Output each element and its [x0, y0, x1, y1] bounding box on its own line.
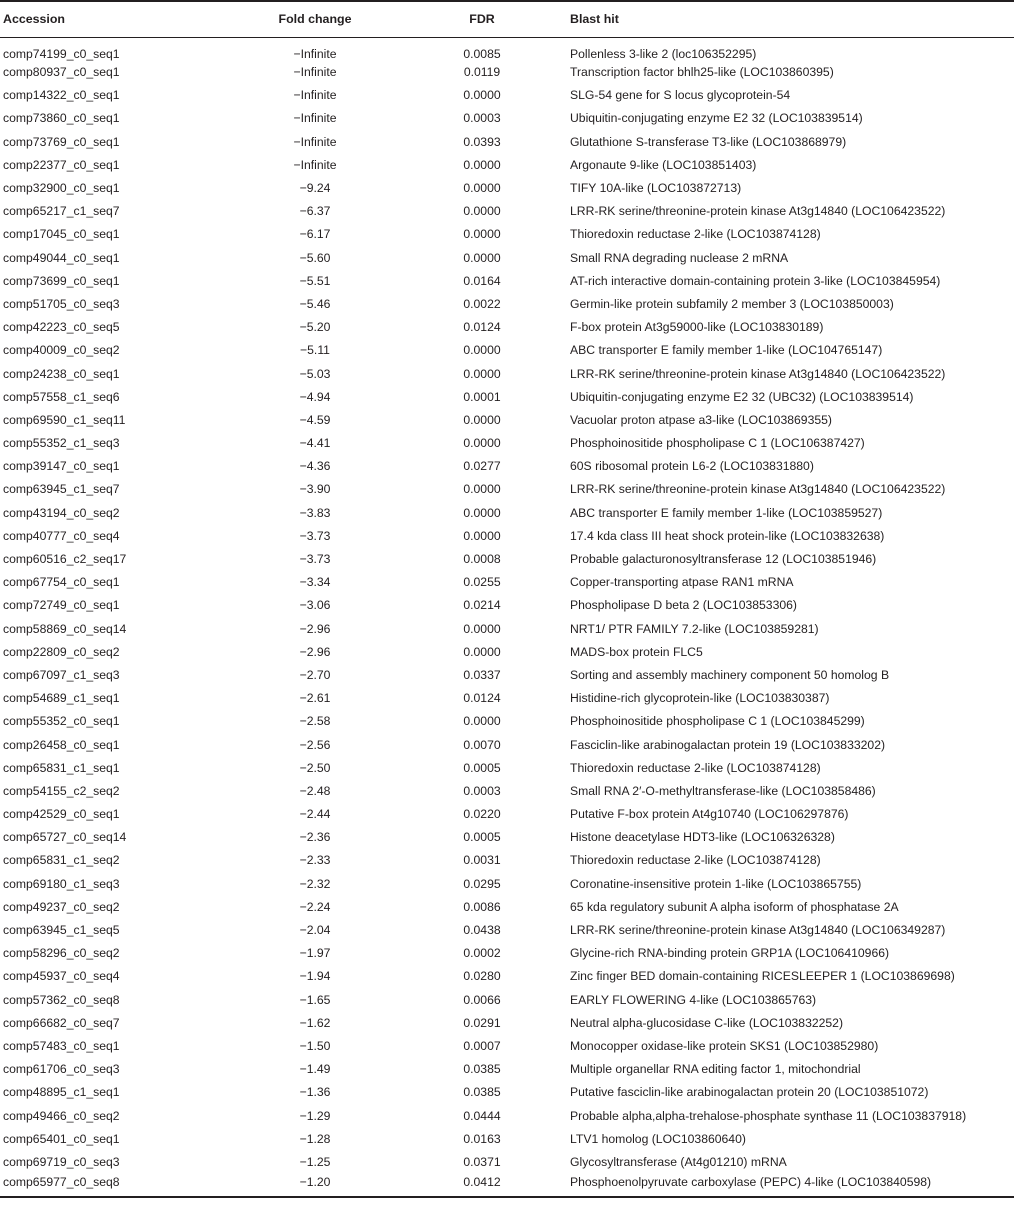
cell-fdr: 0.0000 [463, 227, 501, 242]
cell-blast-hit: Copper-transporting atpase RAN1 mRNA [570, 575, 794, 590]
cell-fold-change: −2.56 [299, 737, 331, 752]
cell-fdr: 0.0280 [463, 969, 501, 984]
cell-blast-hit: Histone deacetylase HDT3-like (LOC106326328) [570, 830, 835, 845]
cell-fdr: 0.0119 [463, 65, 501, 80]
cell-fdr: 0.0000 [463, 204, 501, 219]
cell-fold-change: −Infinite [293, 134, 337, 149]
cell-fdr: 0.0337 [463, 667, 501, 682]
table-row [0, 803, 1014, 826]
cell-fold-change: −3.90 [299, 482, 331, 497]
cell-blast-hit: Phosphoinositide phospholipase C 1 (LOC103845299) [570, 714, 865, 729]
cell-accession: comp24238_c0_seq1 [3, 366, 120, 381]
cell-accession: comp55352_c1_seq3 [3, 436, 120, 451]
table-row [0, 269, 1014, 292]
cell-fold-change: −2.04 [299, 923, 331, 938]
cell-accession: comp49237_c0_seq2 [3, 899, 120, 914]
table-row [0, 524, 1014, 547]
cell-fdr: 0.0000 [463, 644, 501, 659]
cell-fdr: 0.0001 [463, 389, 501, 404]
cell-blast-hit: Probable galacturonosyltransferase 12 (LOC103851946) [570, 552, 877, 567]
cell-accession: comp65831_c1_seq1 [3, 760, 120, 775]
cell-blast-hit: Thioredoxin reductase 2-like (LOC103874128) [570, 853, 821, 868]
cell-fdr: 0.0444 [463, 1108, 501, 1123]
cell-blast-hit: MADS-box protein FLC5 [570, 644, 703, 659]
cell-accession: comp45937_c0_seq4 [3, 969, 120, 984]
cell-fdr: 0.0255 [463, 575, 501, 590]
cell-accession: comp72749_c0_seq1 [3, 598, 120, 613]
cell-fold-change: −1.49 [299, 1062, 331, 1077]
table-body [0, 37, 1014, 1197]
cell-fdr: 0.0005 [463, 830, 501, 845]
cell-fold-change: −2.61 [299, 691, 331, 706]
cell-fold-change: −Infinite [293, 46, 337, 61]
table-row [0, 362, 1014, 385]
cell-accession: comp58869_c0_seq14 [3, 621, 127, 636]
cell-fdr: 0.0005 [463, 760, 501, 775]
column-header-fdr: FDR [402, 1, 562, 37]
table-row [0, 756, 1014, 779]
cell-accession: comp22377_c0_seq1 [3, 157, 120, 172]
cell-blast-hit: Histidine-rich glycoprotein-like (LOC103830387) [570, 691, 830, 706]
cell-blast-hit: LRR-RK serine/threonine-protein kinase At3g14840 (LOC106423522) [570, 366, 946, 381]
table-row [0, 1150, 1014, 1173]
cell-accession: comp73699_c0_seq1 [3, 273, 120, 288]
cell-fold-change: −1.50 [299, 1038, 331, 1053]
cell-fdr: 0.0124 [463, 691, 501, 706]
table-row [0, 918, 1014, 941]
cell-fold-change: −4.94 [299, 389, 331, 404]
cell-fdr: 0.0124 [463, 320, 501, 335]
cell-fold-change: −3.34 [299, 575, 331, 590]
cell-blast-hit: LRR-RK serine/threonine-protein kinase At3g14840 (LOC106349287) [570, 923, 946, 938]
cell-fdr: 0.0007 [463, 1038, 501, 1053]
table-row [0, 176, 1014, 199]
cell-blast-hit: SLG-54 gene for S locus glycoprotein-54 [570, 88, 791, 103]
cell-fdr: 0.0385 [463, 1085, 501, 1100]
cell-blast-hit: F-box protein At3g59000-like (LOC103830189) [570, 320, 824, 335]
table-row [0, 1081, 1014, 1104]
cell-accession: comp58296_c0_seq2 [3, 946, 120, 961]
table-row [0, 408, 1014, 431]
table-row [0, 478, 1014, 501]
cell-accession: comp48895_c1_seq1 [3, 1085, 120, 1100]
cell-blast-hit: Multiple organellar RNA editing factor 1, mitochondrial [570, 1062, 861, 1077]
cell-blast-hit: 65 kda regulatory subunit A alpha isoform of phosphatase 2A [570, 899, 899, 914]
cell-fold-change: −2.58 [299, 714, 331, 729]
cell-accession: comp22809_c0_seq2 [3, 644, 120, 659]
cell-fdr: 0.0000 [463, 250, 501, 265]
cell-fold-change: −1.94 [299, 969, 331, 984]
cell-blast-hit: Pollenless 3-like 2 (loc106352295) [570, 46, 757, 61]
table-row [0, 37, 1014, 61]
cell-fold-change: −4.59 [299, 412, 331, 427]
cell-fdr: 0.0000 [463, 528, 501, 543]
cell-blast-hit: AT-rich interactive domain-containing protein 3-like (LOC103845954) [570, 273, 941, 288]
table-row [0, 339, 1014, 362]
cell-blast-hit: Zinc finger BED domain-containing RICESLEEPER 1 (LOC103869698) [570, 969, 955, 984]
cell-blast-hit: EARLY FLOWERING 4-like (LOC103865763) [570, 992, 817, 1007]
cell-accession: comp42529_c0_seq1 [3, 807, 120, 822]
table-row [0, 965, 1014, 988]
cell-blast-hit: Fasciclin-like arabinogalactan protein 19 (LOC103833202) [570, 737, 886, 752]
cell-fdr: 0.0000 [463, 482, 501, 497]
cell-fdr: 0.0163 [463, 1131, 501, 1146]
cell-accession: comp65401_c0_seq1 [3, 1131, 120, 1146]
cell-accession: comp65217_c1_seq7 [3, 204, 120, 219]
table-row [0, 501, 1014, 524]
cell-fold-change: −2.96 [299, 644, 331, 659]
cell-fold-change: −2.32 [299, 876, 331, 891]
cell-blast-hit: Transcription factor bhlh25-like (LOC103860395) [570, 65, 834, 80]
cell-fold-change: −2.48 [299, 783, 331, 798]
cell-accession: comp39147_c0_seq1 [3, 459, 120, 474]
cell-blast-hit: ABC transporter E family member 1-like (LOC103859527) [570, 505, 883, 520]
cell-blast-hit: Small RNA 2′-O-methyltransferase-like (LOC103858486) [570, 783, 876, 798]
cell-accession: comp54689_c1_seq1 [3, 691, 120, 706]
cell-fold-change: −3.83 [299, 505, 331, 520]
cell-fold-change: −5.51 [299, 273, 331, 288]
cell-fdr: 0.0277 [463, 459, 501, 474]
cell-blast-hit: Putative F-box protein At4g10740 (LOC106297876) [570, 807, 849, 822]
cell-accession: comp17045_c0_seq1 [3, 227, 120, 242]
cell-fdr: 0.0000 [463, 436, 501, 451]
table-row [0, 153, 1014, 176]
table-row [0, 1011, 1014, 1034]
cell-accession: comp65977_c0_seq8 [0, 1174, 230, 1197]
cell-fdr: 0.0000 [463, 412, 501, 427]
cell-blast-hit: ABC transporter E family member 1-like (LOC104765147) [570, 343, 883, 358]
cell-fold-change: −6.17 [299, 227, 331, 242]
column-header-accession: Accession [0, 1, 230, 37]
cell-accession: comp67097_c1_seq3 [3, 667, 120, 682]
cell-fdr: 0.0086 [463, 899, 501, 914]
table-row [0, 1034, 1014, 1057]
cell-blast-hit: LRR-RK serine/threonine-protein kinase At3g14840 (LOC106423522) [570, 482, 946, 497]
cell-blast-hit: Phosphoenolpyruvate carboxylase (PEPC) 4-like (LOC103840598) [562, 1174, 1014, 1197]
cell-fold-change: −2.36 [299, 830, 331, 845]
cell-blast-hit: Glycosyltransferase (At4g01210) mRNA [570, 1154, 787, 1169]
cell-blast-hit: Sorting and assembly machinery component 50 homolog B [570, 667, 890, 682]
cell-fold-change: −9.24 [299, 181, 331, 196]
cell-blast-hit: NRT1/ PTR FAMILY 7.2-like (LOC103859281) [570, 621, 819, 636]
cell-blast-hit: Probable alpha,alpha-trehalose-phosphate synthase 11 (LOC103837918) [570, 1108, 967, 1123]
cell-fdr: 0.0000 [463, 621, 501, 636]
table-row [0, 1058, 1014, 1081]
cell-accession: comp65727_c0_seq14 [3, 830, 127, 845]
cell-fold-change: −5.46 [299, 296, 331, 311]
cell-accession: comp40009_c0_seq2 [3, 343, 120, 358]
cell-accession: comp54155_c2_seq2 [3, 783, 120, 798]
cell-fold-change: −1.65 [299, 992, 331, 1007]
cell-accession: comp51705_c0_seq3 [3, 296, 120, 311]
cell-fdr: 0.0070 [463, 737, 501, 752]
cell-fdr: 0.0412 [402, 1174, 562, 1197]
table-row [0, 1127, 1014, 1150]
cell-fold-change: −3.06 [299, 598, 331, 613]
table-row [0, 988, 1014, 1011]
cell-blast-hit: Germin-like protein subfamily 2 member 3 (LOC103850003) [570, 296, 894, 311]
cell-fold-change: −1.25 [299, 1154, 331, 1169]
cell-fdr: 0.0022 [463, 296, 501, 311]
cell-fdr: 0.0438 [463, 923, 501, 938]
table-row [0, 617, 1014, 640]
table-row [0, 107, 1014, 130]
column-header-blast-hit: Blast hit [562, 1, 1014, 37]
cell-fold-change: −5.20 [299, 320, 331, 335]
cell-blast-hit: Monocopper oxidase-like protein SKS1 (LOC103852980) [570, 1038, 879, 1053]
table-row [0, 826, 1014, 849]
table-row [0, 942, 1014, 965]
cell-blast-hit: Ubiquitin-conjugating enzyme E2 32 (LOC103839514) [570, 111, 863, 126]
cell-fold-change: −5.60 [299, 250, 331, 265]
cell-fdr: 0.0000 [463, 343, 501, 358]
cell-accession: comp32900_c0_seq1 [3, 181, 120, 196]
cell-accession: comp49044_c0_seq1 [3, 250, 120, 265]
cell-blast-hit: Glycine-rich RNA-binding protein GRP1A (LOC106410966) [570, 946, 890, 961]
cell-blast-hit: Phosphoinositide phospholipase C 1 (LOC106387427) [570, 436, 865, 451]
cell-blast-hit: 60S ribosomal protein L6-2 (LOC103831880) [570, 459, 814, 474]
cell-fdr: 0.0003 [463, 111, 501, 126]
cell-fold-change: −1.97 [299, 946, 331, 961]
cell-accession: comp57558_c1_seq6 [3, 389, 120, 404]
cell-fold-change: −1.20 [230, 1174, 402, 1197]
cell-accession: comp66682_c0_seq7 [3, 1015, 120, 1030]
table-row [0, 733, 1014, 756]
table-row [0, 594, 1014, 617]
cell-fdr: 0.0295 [463, 876, 501, 891]
cell-accession: comp65831_c1_seq2 [3, 853, 120, 868]
cell-fdr: 0.0031 [463, 853, 501, 868]
cell-fold-change: −1.29 [299, 1108, 331, 1123]
cell-fdr: 0.0085 [463, 46, 501, 61]
header-row [0, 1, 1014, 37]
cell-fdr: 0.0066 [463, 992, 501, 1007]
table-row [0, 547, 1014, 570]
cell-fold-change: −5.11 [300, 343, 330, 358]
cell-fold-change: −6.37 [299, 204, 331, 219]
cell-fdr: 0.0220 [463, 807, 501, 822]
table-row [0, 385, 1014, 408]
cell-fold-change: −2.44 [299, 807, 331, 822]
cell-accession: comp57483_c0_seq1 [3, 1038, 120, 1053]
cell-accession: comp40777_c0_seq4 [3, 528, 120, 543]
cell-fold-change: −3.73 [299, 552, 331, 567]
table-row [0, 1104, 1014, 1127]
cell-fold-change: −2.96 [299, 621, 331, 636]
table-row [0, 316, 1014, 339]
cell-blast-hit: Neutral alpha-glucosidase C-like (LOC103832252) [570, 1015, 844, 1030]
cell-fdr: 0.0000 [463, 181, 501, 196]
cell-fdr: 0.0002 [463, 946, 501, 961]
cell-accession: comp74199_c0_seq1 [3, 46, 120, 61]
column-header-fold-change: Fold change [230, 1, 402, 37]
table-row [0, 640, 1014, 663]
cell-fold-change: −Infinite [293, 65, 337, 80]
table-row [0, 432, 1014, 455]
cell-fold-change: −1.62 [299, 1015, 331, 1030]
cell-accession: comp73860_c0_seq1 [3, 111, 120, 126]
table-row [0, 849, 1014, 872]
cell-fold-change: −Infinite [293, 88, 337, 103]
cell-blast-hit: Coronatine-insensitive protein 1-like (LOC103865755) [570, 876, 862, 891]
table-row [0, 1174, 1014, 1197]
cell-fdr: 0.0000 [463, 714, 501, 729]
cell-fold-change: −2.24 [299, 899, 331, 914]
table-row [0, 223, 1014, 246]
cell-fold-change: −2.33 [299, 853, 331, 868]
cell-fdr: 0.0003 [463, 783, 501, 798]
cell-blast-hit: 17.4 kda class III heat shock protein-like (LOC103832638) [570, 528, 885, 543]
cell-blast-hit: Glutathione S-transferase T3-like (LOC103868979) [570, 134, 847, 149]
cell-accession: comp69590_c1_seq11 [3, 412, 126, 427]
cell-fdr: 0.0291 [463, 1015, 501, 1030]
cell-accession: comp69180_c1_seq3 [3, 876, 120, 891]
cell-blast-hit: Argonaute 9-like (LOC103851403) [570, 157, 757, 172]
cell-fdr: 0.0371 [463, 1154, 501, 1169]
cell-fdr: 0.0000 [463, 366, 501, 381]
cell-fold-change: −4.36 [299, 459, 331, 474]
table-row [0, 130, 1014, 153]
cell-fdr: 0.0164 [463, 273, 501, 288]
cell-accession: comp67754_c0_seq1 [3, 575, 120, 590]
table-row [0, 61, 1014, 84]
cell-accession: comp57362_c0_seq8 [3, 992, 120, 1007]
cell-fold-change: −2.50 [299, 760, 331, 775]
cell-blast-hit: Ubiquitin-conjugating enzyme E2 32 (UBC32) (LOC103839514) [570, 389, 914, 404]
table-row [0, 84, 1014, 107]
cell-fdr: 0.0008 [463, 552, 501, 567]
table-row [0, 455, 1014, 478]
table-row [0, 687, 1014, 710]
cell-blast-hit: Thioredoxin reductase 2-like (LOC103874128) [570, 760, 821, 775]
cell-fdr: 0.0000 [463, 157, 501, 172]
cell-blast-hit: LRR-RK serine/threonine-protein kinase At3g14840 (LOC106423522) [570, 204, 946, 219]
table-row [0, 872, 1014, 895]
cell-fdr: 0.0000 [463, 88, 501, 103]
cell-fold-change: −Infinite [293, 111, 337, 126]
cell-accession: comp55352_c0_seq1 [3, 714, 120, 729]
table-row [0, 895, 1014, 918]
cell-fold-change: −1.28 [299, 1131, 331, 1146]
cell-accession: comp49466_c0_seq2 [3, 1108, 120, 1123]
cell-accession: comp60516_c2_seq17 [3, 552, 127, 567]
cell-fold-change: −2.70 [299, 667, 331, 682]
cell-accession: comp14322_c0_seq1 [3, 88, 120, 103]
cell-accession: comp80937_c0_seq1 [3, 65, 120, 80]
cell-blast-hit: Putative fasciclin-like arabinogalactan protein 20 (LOC103851072) [570, 1085, 929, 1100]
cell-blast-hit: Thioredoxin reductase 2-like (LOC103874128) [570, 227, 821, 242]
cell-fdr: 0.0393 [463, 134, 501, 149]
cell-accession: comp42223_c0_seq5 [3, 320, 120, 335]
cell-fold-change: −3.73 [299, 528, 331, 543]
table-row [0, 571, 1014, 594]
cell-accession: comp43194_c0_seq2 [3, 505, 120, 520]
table-row [0, 200, 1014, 223]
cell-fold-change: −5.03 [299, 366, 331, 381]
cell-accession: comp69719_c0_seq3 [3, 1154, 120, 1169]
cell-blast-hit: LTV1 homolog (LOC103860640) [570, 1131, 746, 1146]
table-row [0, 779, 1014, 802]
cell-blast-hit: TIFY 10A-like (LOC103872713) [570, 181, 742, 196]
cell-fold-change: −1.36 [299, 1085, 331, 1100]
table-row [0, 246, 1014, 269]
cell-blast-hit: Small RNA degrading nuclease 2 mRNA [570, 250, 789, 265]
cell-blast-hit: Vacuolar proton atpase a3-like (LOC103869355) [570, 412, 832, 427]
cell-fold-change: −Infinite [293, 157, 337, 172]
table-row [0, 292, 1014, 315]
table-row [0, 710, 1014, 733]
cell-fdr: 0.0000 [463, 505, 501, 520]
cell-fold-change: −4.41 [299, 436, 331, 451]
cell-accession: comp63945_c1_seq7 [3, 482, 120, 497]
cell-fdr: 0.0385 [463, 1062, 501, 1077]
table-header [0, 1, 1014, 37]
cell-fdr: 0.0214 [463, 598, 501, 613]
cell-accession: comp26458_c0_seq1 [3, 737, 120, 752]
cell-accession: comp61706_c0_seq3 [3, 1062, 120, 1077]
table-row [0, 663, 1014, 686]
cell-accession: comp73769_c0_seq1 [3, 134, 120, 149]
cell-blast-hit: Phospholipase D beta 2 (LOC103853306) [570, 598, 797, 613]
cell-accession: comp63945_c1_seq5 [3, 923, 120, 938]
